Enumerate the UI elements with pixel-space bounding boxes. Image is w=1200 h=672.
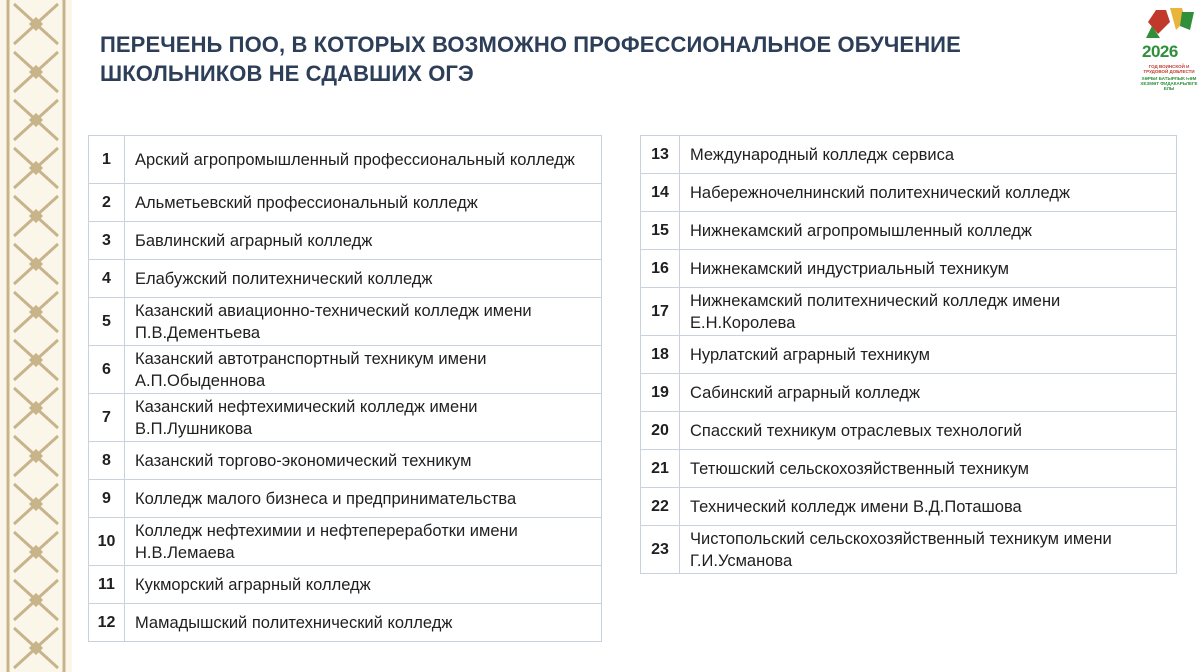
table-row — [89, 184, 602, 222]
college-name: Казанский автотранспортный техникум имени А.П.Обыденнова — [125, 346, 602, 394]
table-row — [641, 174, 1177, 212]
table-row — [641, 288, 1177, 336]
table-row — [89, 566, 602, 604]
table-row — [641, 374, 1177, 412]
row-number: 20 — [641, 412, 680, 450]
table-row — [89, 298, 602, 346]
row-number: 22 — [641, 488, 680, 526]
table-row — [641, 450, 1177, 488]
row-number: 7 — [89, 394, 125, 442]
college-name: Технический колледж имени В.Д.Поташова — [680, 488, 1177, 526]
row-number: 23 — [641, 526, 680, 574]
college-name: Казанский торгово-экономический техникум — [125, 442, 602, 480]
table-row — [641, 526, 1177, 574]
emblem-caption-ru: ГОД ВОИНСКОЙ И ТРУДОВОЙ ДОБЛЕСТИ — [1143, 64, 1195, 74]
page-title — [100, 30, 1100, 88]
college-name: Кукморский аграрный колледж — [125, 566, 602, 604]
row-number: 8 — [89, 442, 125, 480]
table-row — [89, 136, 602, 184]
decorative-ornament-border — [0, 0, 72, 672]
college-name: Спасский техникум отраслевых технологий — [680, 412, 1177, 450]
college-name: Казанский нефтехимический колледж имени В.П.Лушникова — [125, 394, 602, 442]
row-number: 2 — [89, 184, 125, 222]
row-number: 10 — [89, 518, 125, 566]
college-name: Колледж малого бизнеса и предпринимательства — [125, 480, 602, 518]
row-number: 19 — [641, 374, 680, 412]
college-name: Альметьевский профессиональный колледж — [125, 184, 602, 222]
college-name: Чистопольский сельскохозяйственный техникум имени Г.И.Усманова — [680, 526, 1177, 574]
table-row — [89, 442, 602, 480]
table-row — [89, 260, 602, 298]
table-row — [89, 222, 602, 260]
college-name: Колледж нефтехимии и нефтепереработки имени Н.В.Лемаева — [125, 518, 602, 566]
table-row — [89, 394, 602, 442]
row-number: 4 — [89, 260, 125, 298]
college-name: Мамадышский политехнический колледж — [125, 604, 602, 642]
emblem-caption-tt: ХӘРБИ БАТЫРЛЫК ҺӘМ ХЕЗМӘТ ФИДАКАРЬЛЕГЕ ЕЛЫ — [1140, 76, 1198, 91]
row-number: 15 — [641, 212, 680, 250]
table-row — [89, 480, 602, 518]
table-row — [641, 488, 1177, 526]
college-name: Елабужский политехнический колледж — [125, 260, 602, 298]
table-row — [89, 346, 602, 394]
college-name: Тетюшский сельскохозяйственный техникум — [680, 450, 1177, 488]
table-row — [641, 336, 1177, 374]
college-name: Казанский авиационно-технический колледж имени П.В.Дементьева — [125, 298, 602, 346]
college-name: Сабинский аграрный колледж — [680, 374, 1177, 412]
row-number: 14 — [641, 174, 680, 212]
table-row — [89, 604, 602, 642]
table-row — [641, 412, 1177, 450]
row-number: 13 — [641, 136, 680, 174]
row-number: 9 — [89, 480, 125, 518]
college-name: Нижнекамский политехнический колледж имени Е.Н.Королева — [680, 288, 1177, 336]
emblem-year: 2026 — [1142, 42, 1178, 61]
row-number: 12 — [89, 604, 125, 642]
table-row — [89, 518, 602, 566]
row-number: 1 — [89, 136, 125, 184]
table-row — [641, 212, 1177, 250]
page-title-line-2: ШКОЛЬНИКОВ НЕ СДАВШИХ ОГЭ — [100, 61, 474, 86]
row-number: 21 — [641, 450, 680, 488]
table-row — [641, 136, 1177, 174]
college-name: Нижнекамский агропромышленный колледж — [680, 212, 1177, 250]
colleges-table-left — [88, 135, 602, 642]
college-name: Набережночелнинский политехнический колледж — [680, 174, 1177, 212]
colleges-table-right — [640, 135, 1177, 574]
row-number: 6 — [89, 346, 125, 394]
row-number: 18 — [641, 336, 680, 374]
row-number: 3 — [89, 222, 125, 260]
college-name: Нурлатский аграрный техникум — [680, 336, 1177, 374]
ornament-pattern — [0, 0, 72, 672]
college-name: Международный колледж сервиса — [680, 136, 1177, 174]
row-number: 11 — [89, 566, 125, 604]
table-row — [641, 250, 1177, 288]
row-number: 5 — [89, 298, 125, 346]
row-number: 17 — [641, 288, 680, 336]
college-name: Арский агропромышленный профессиональный колледж — [125, 136, 602, 184]
college-name: Бавлинский аграрный колледж — [125, 222, 602, 260]
emblem-star-icon — [1136, 4, 1200, 44]
year-emblem-logo — [1136, 4, 1200, 91]
row-number: 16 — [641, 250, 680, 288]
page-title-line-1: ПЕРЕЧЕНЬ ПОО, В КОТОРЫХ ВОЗМОЖНО ПРОФЕССИОНАЛЬНОЕ ОБУЧЕНИЕ — [100, 32, 961, 57]
college-name: Нижнекамский индустриальный техникум — [680, 250, 1177, 288]
